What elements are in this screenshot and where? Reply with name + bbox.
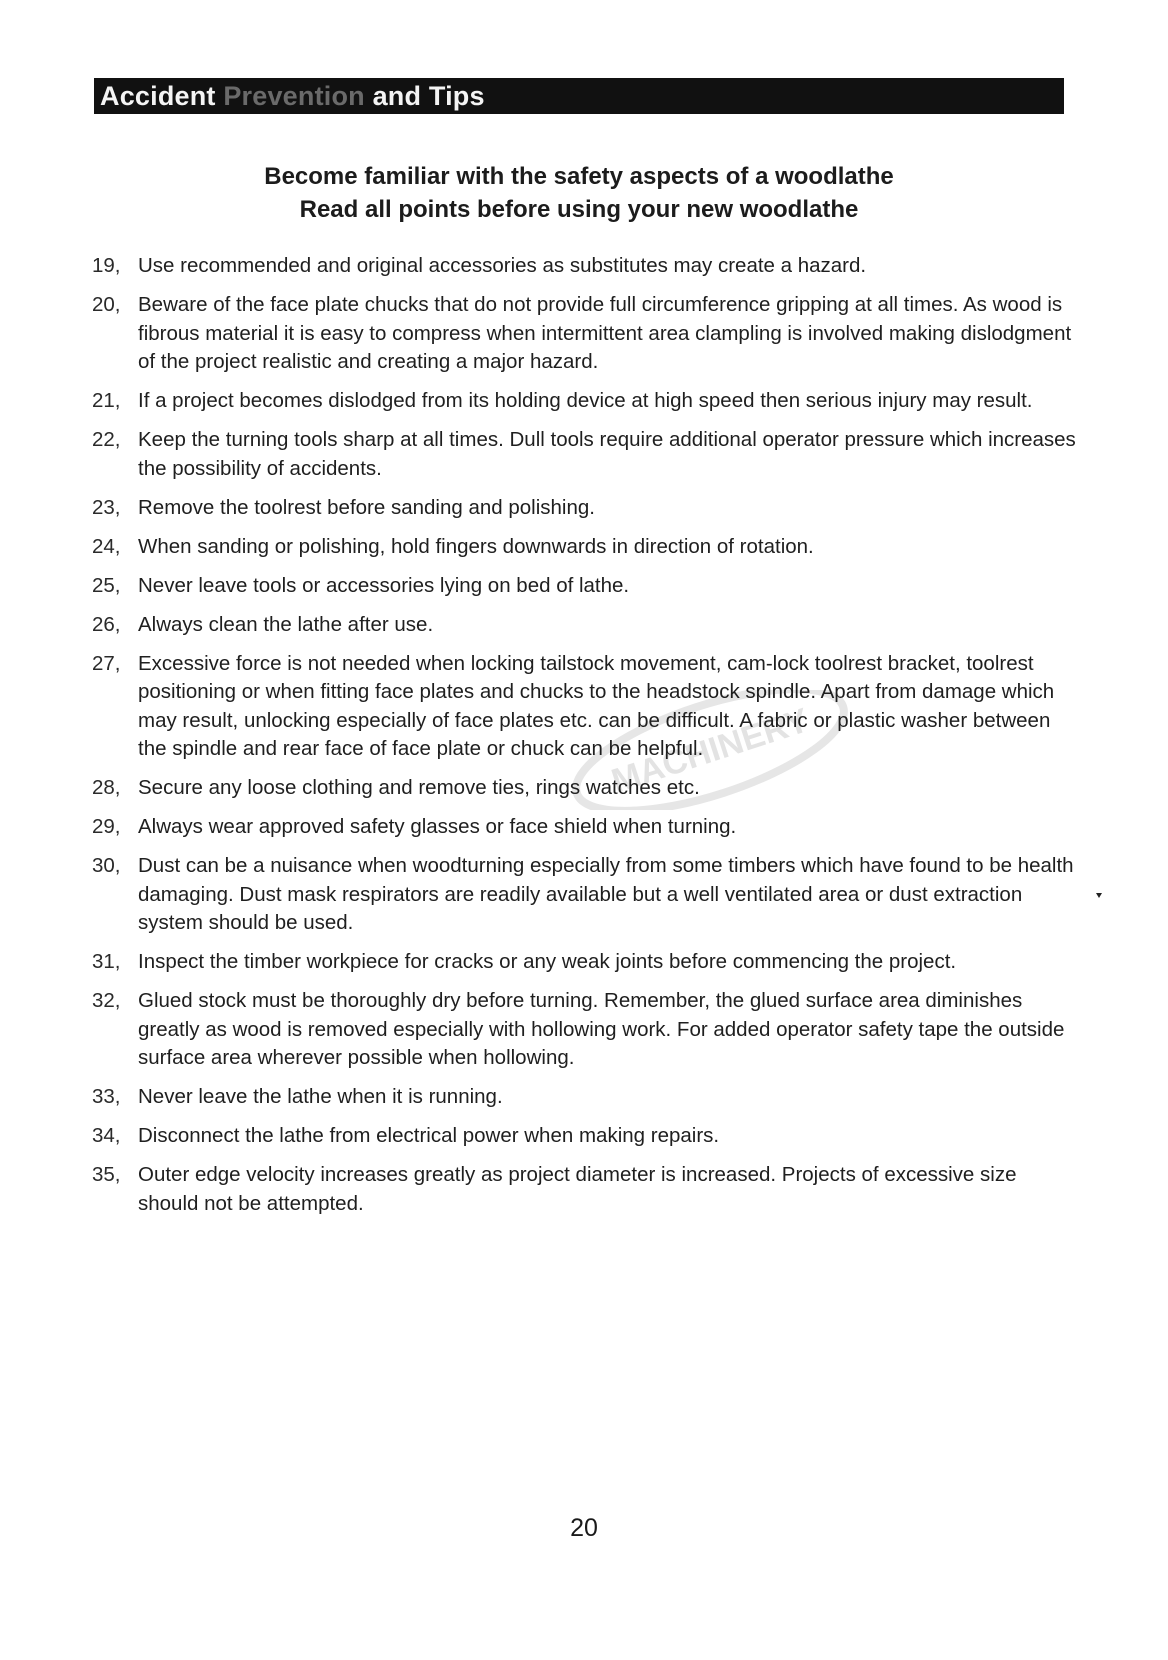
list-item [92,533,1082,562]
point-number: 20, [92,293,121,316]
list-item [92,852,1082,938]
point-number: 26, [92,612,121,636]
scan-mark [1096,893,1102,898]
page-number: 20 [570,1514,598,1542]
section-title-middle: Prevention [223,80,365,111]
point-number: 31, [92,950,121,973]
point-text: Dust can be a nuisance when woodturning especially from some timbers which have found to be health damaging. Dust mask respirators are readily available but a well ventilated area or dust extraction system should be used. [138,854,1074,934]
list-item [92,774,1082,803]
point-number: 30, [92,854,121,877]
point-number: 19, [92,254,121,277]
list-item [92,1161,1082,1218]
point-text: Secure any loose clothing and remove ties, rings watches etc. [138,776,700,799]
list-item [92,252,1082,281]
point-text: Always clean the lathe after use. [138,612,434,636]
point-text: Excessive force is not needed when locking tailstock movement, cam-lock toolrest bracket, toolrest positioning or when fitting face plates and chucks to the headstock spindle. Apart from damage which may result, unlocking especially of face plates etc. can be difficult. A fabric or plastic washer between the spindle and rear face of face plate or chuck can be helpful. [138,651,1055,760]
section-title [100,81,485,112]
list-item [92,291,1082,377]
point-number: 23, [92,495,121,519]
list-item [92,948,1082,977]
safety-points-list [92,252,1082,1229]
point-text: Always wear approved safety glasses or face shield when turning. [138,815,737,838]
point-number: 25, [92,573,121,597]
list-item [92,611,1082,640]
list-item [92,1083,1082,1112]
section-title-end: and Tips [372,80,485,111]
point-number: 22, [92,428,121,451]
point-text: Inspect the timber workpiece for cracks or any weak joints before commencing the project. [138,950,957,973]
point-text: Remove the toolrest before sanding and polishing. [138,495,595,519]
intro-line-2: Read all points before using your new woodlathe [299,196,859,223]
point-number: 33, [92,1085,121,1108]
point-text: When sanding or polishing, hold fingers downwards in direction of rotation. [138,534,814,558]
point-number: 32, [92,989,121,1012]
point-text: Never leave tools or accessories lying on bed of lathe. [138,573,630,597]
point-text: Never leave the lathe when it is running. [138,1085,503,1108]
list-item [92,426,1082,483]
list-item [92,1122,1082,1151]
point-number: 28, [92,776,121,799]
point-number: 34, [92,1124,121,1147]
point-number: 27, [92,651,121,675]
point-text: Glued stock must be thoroughly dry before turning. Remember, the glued surface area diminishes greatly as wood is removed especially with hollowing work. For added operator safety tape the outside surface area wherever possible when hollowing. [138,989,1065,1069]
point-text: Keep the turning tools sharp at all times. Dull tools require additional operator pressure which increases the possibility of accidents. [138,428,1076,480]
list-item [92,572,1082,601]
point-text: Disconnect the lathe from electrical power when making repairs. [138,1124,720,1147]
list-item [92,987,1082,1073]
list-item [92,813,1082,842]
intro-line-1: Become familiar with the safety aspects of a woodlathe [264,163,894,190]
point-text: If a project becomes dislodged from its holding device at high speed then serious injury may result. [138,389,1033,412]
watermark-text: MACHINERY [607,701,814,801]
point-number: 21, [92,389,121,412]
list-item [92,650,1082,764]
list-item [92,387,1082,416]
point-number: 35, [92,1163,121,1186]
section-header-bar [94,78,1064,114]
point-text: Use recommended and original accessories as substitutes may create a hazard. [138,254,867,277]
list-item [92,494,1082,523]
point-text: Outer edge velocity increases greatly as project diameter is increased. Projects of excessive size should not be attempted. [138,1163,1017,1215]
intro-heading [94,160,1064,226]
point-number: 29, [92,815,121,838]
section-title-start: Accident [100,80,216,111]
point-text: Beware of the face plate chucks that do not provide full circumference gripping at all times. As wood is fibrous material it is easy to compress when intermittent area clampling is involved making dislodgment of the project realistic and creating a major hazard. [138,293,1072,373]
point-number: 24, [92,534,121,558]
